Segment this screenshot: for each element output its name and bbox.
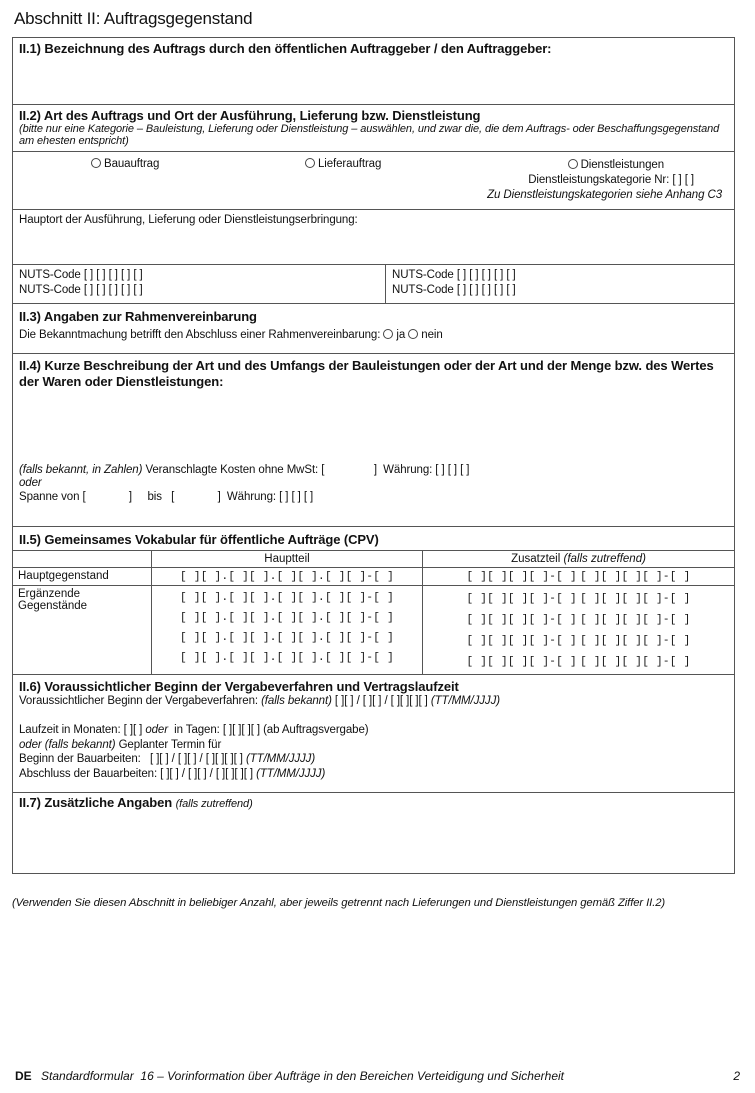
currency-field[interactable]: Währung: [ ] [ ] [ ] xyxy=(226,491,314,503)
cost-range xyxy=(13,490,734,505)
duration-days-field[interactable]: in Tagen: [ ][ ][ ][ ] (ab Auftragsvergabe) xyxy=(174,724,369,736)
radio-ja-icon[interactable] xyxy=(383,329,393,339)
or-label: oder xyxy=(19,477,42,489)
section-ii-5 xyxy=(13,527,734,675)
additional-info-field[interactable] xyxy=(13,810,734,865)
nuts-code-field[interactable]: NUTS-Code [ ] [ ] [ ] [ ] [ ] xyxy=(19,284,143,296)
option-dienstleistungen[interactable]: Dienstleistungen Dienstleistungskategorie Nr: [ ] [ ] Zu Dienstleistungskategorien siehe Anhang C3 xyxy=(487,159,722,201)
cpv-extra-code-field[interactable]: [ ][ ][ ][ ]-[ ] xyxy=(466,635,577,647)
cpv-extra-code-field[interactable]: [ ][ ][ ][ ]-[ ] xyxy=(580,614,691,626)
duration-months-field[interactable]: Laufzeit in Monaten: [ ][ ] xyxy=(19,724,143,736)
cpv-extra-code-field[interactable]: [ ][ ][ ][ ]-[ ] xyxy=(580,635,691,647)
cpv-table xyxy=(13,550,734,674)
section-ii-3 xyxy=(13,304,734,354)
main-place-field[interactable] xyxy=(13,209,734,264)
option-ja[interactable]: ja xyxy=(396,329,406,341)
cpv-main-code-field[interactable]: [ ][ ].[ ][ ].[ ][ ].[ ][ ]-[ ] xyxy=(180,632,394,644)
cpv-main-code-field[interactable]: [ ][ ].[ ][ ].[ ][ ].[ ][ ]-[ ] xyxy=(180,612,394,624)
nuts-code-field[interactable]: NUTS-Code [ ] [ ] [ ] [ ] [ ] xyxy=(392,284,516,296)
cpv-extra-code-field[interactable]: [ ][ ][ ][ ]-[ ] xyxy=(580,593,691,605)
section-ii-2-heading: II.2) Art des Auftrags und Ort der Ausführung, Lieferung bzw. Dienstleistung xyxy=(19,108,481,123)
cpv-main-code-field[interactable]: [ ][ ].[ ][ ].[ ][ ].[ ][ ]-[ ] xyxy=(180,652,394,664)
construction-end: Abschluss der Bauarbeiten: [ ][ ] / [ ][ ] / [ ][ ][ ][ ] (TT/MM/JJJJ) xyxy=(19,768,326,780)
cpv-main-code-field[interactable]: [ ][ ].[ ][ ].[ ][ ].[ ][ ]-[ ] xyxy=(180,592,394,604)
radio-nein-icon[interactable] xyxy=(408,329,418,339)
cpv-main-code-field[interactable]: [ ][ ].[ ][ ].[ ][ ].[ ][ ]-[ ] xyxy=(180,571,394,583)
procedure-start-date-field[interactable]: [ ][ ] / [ ][ ] / [ ][ ][ ][ ] xyxy=(334,695,428,707)
col-hauptteil: Hauptteil xyxy=(152,551,423,568)
section-ii-2 xyxy=(13,105,734,304)
section-ii-7 xyxy=(13,793,734,873)
cpv-extra-code-field[interactable]: [ ][ ][ ][ ]-[ ] xyxy=(466,593,577,605)
option-bauauftrag[interactable]: Bauauftrag xyxy=(91,158,159,170)
cpv-extra-code-field[interactable]: [ ][ ][ ][ ]-[ ] xyxy=(466,571,577,583)
nuts-code-field[interactable]: NUTS-Code [ ] [ ] [ ] [ ] [ ] xyxy=(19,269,143,281)
section-ii-1 xyxy=(13,38,734,105)
estimated-cost-field[interactable]: Veranschlagte Kosten ohne MwSt: [ ] xyxy=(145,464,377,476)
cpv-extra-code-field[interactable]: [ ][ ][ ][ ]-[ ] xyxy=(580,571,691,583)
section-ii-4-heading: II.4) Kurze Beschreibung der Art und des Umfangs der Bauleistungen oder der Art und der Menge bzw. des Wertes der Waren oder Dienstleistungen: xyxy=(19,358,714,389)
section-ii-4 xyxy=(13,354,734,527)
row-label: Hauptgegenstand xyxy=(13,568,152,586)
section-ii-2-hint: (bitte nur eine Kategorie – Bauleistung, Lieferung oder Dienstleistung – auswählen, und zwar die, die dem Auftrags- oder Beschaffungsgegenstand am ehesten entspricht) xyxy=(19,123,720,147)
table-row xyxy=(13,568,734,586)
radio-bauauftrag-icon[interactable] xyxy=(91,158,101,168)
main-place-label: Hauptort der Ausführung, Lieferung oder Dienstleistungserbringung: xyxy=(19,214,358,226)
section-ii-7-heading: II.7) Zusätzliche Angaben (falls zutreffend) xyxy=(19,795,253,810)
table-row xyxy=(13,586,734,675)
construction-end-field[interactable]: Abschluss der Bauarbeiten: [ ][ ] / [ ][ ] / [ ][ ][ ][ ] xyxy=(19,768,253,780)
language-code: DE xyxy=(15,1069,32,1083)
framework-agreement-question: Die Bekanntmachung betrifft den Abschluss einer Rahmenvereinbarung: ja nein xyxy=(19,329,443,341)
section-ii-6-heading: II.6) Voraussichtlicher Beginn der Vergabeverfahren und Vertragslaufzeit xyxy=(19,679,459,694)
page-number: 2 xyxy=(733,1069,740,1083)
cost-estimate: (falls bekannt, in Zahlen) Veranschlagte Kosten ohne MwSt: [ ] Währung: [ ] [ ] [ ] xyxy=(19,464,470,476)
procedure-start: Voraussichtlicher Beginn der Vergabeverfahren: (falls bekannt) [ ][ ] / [ ][ ] / [ ][ ][ ][ ] (TT/MM/JJJJ) xyxy=(19,695,500,707)
service-category-note: Zu Dienstleistungskategorien siehe Anhang C3 xyxy=(487,189,722,201)
radio-dienstleistungen-icon[interactable] xyxy=(568,159,578,169)
page-title: Abschnitt II: Auftragsgegenstand xyxy=(14,9,253,28)
duration: Laufzeit in Monaten: [ ][ ] oder in Tagen: [ ][ ][ ][ ] (ab Auftragsvergabe) xyxy=(19,724,369,736)
row-label: Ergänzende Gegenstände xyxy=(13,586,152,675)
section-ii-3-heading: II.3) Angaben zur Rahmenvereinbarung xyxy=(19,309,257,324)
cpv-extra-code-field[interactable]: [ ][ ][ ][ ]-[ ] xyxy=(466,614,577,626)
construction-begin-field[interactable]: Beginn der Bauarbeiten: [ ][ ] / [ ][ ] / [ ][ ][ ][ ] xyxy=(19,753,243,765)
service-category-field[interactable]: Dienstleistungskategorie Nr: [ ] [ ] xyxy=(528,174,694,186)
form-name: Standardformular 16 – Vorinformation über Aufträge in den Bereichen Verteidigung und Sicherheit xyxy=(41,1069,564,1083)
section-ii-1-heading: II.1) Bezeichnung des Auftrags durch den öffentlichen Auftraggeber / den Auftraggeber: xyxy=(19,41,552,56)
form-section-ii xyxy=(12,37,735,874)
range-from-field[interactable]: Spanne von [ ] xyxy=(19,491,133,503)
range-to-field[interactable]: bis [ ] xyxy=(147,491,221,503)
currency-field[interactable]: Währung: [ ] [ ] [ ] xyxy=(383,464,470,476)
contract-title-field[interactable] xyxy=(13,56,734,96)
usage-note: (Verwenden Sie diesen Abschnitt in beliebiger Anzahl, aber jeweils getrennt nach Lieferungen und Dienstleistungen gemäß Ziffer II.2) xyxy=(12,897,666,909)
planned-date-label: oder (falls bekannt) Geplanter Termin für xyxy=(19,739,222,751)
option-lieferauftrag[interactable]: Lieferauftrag xyxy=(305,158,381,170)
page-footer xyxy=(15,1069,740,1083)
section-ii-5-heading: II.5) Gemeinsames Vokabular für öffentliche Aufträge (CPV) xyxy=(19,532,379,547)
option-nein[interactable]: nein xyxy=(421,329,443,341)
radio-lieferauftrag-icon[interactable] xyxy=(305,158,315,168)
col-zusatzteil: Zusatzteil (falls zutreffend) xyxy=(423,551,735,568)
construction-begin: Beginn der Bauarbeiten: [ ][ ] / [ ][ ] / [ ][ ][ ][ ] (TT/MM/JJJJ) xyxy=(19,753,316,765)
contract-type-options xyxy=(13,151,734,209)
description-field[interactable] xyxy=(13,390,734,464)
nuts-code-field[interactable]: NUTS-Code [ ] [ ] [ ] [ ] [ ] xyxy=(392,269,516,281)
cpv-extra-code-field[interactable]: [ ][ ][ ][ ]-[ ] xyxy=(580,656,691,668)
section-ii-6 xyxy=(13,675,734,793)
cpv-extra-code-field[interactable]: [ ][ ][ ][ ]-[ ] xyxy=(466,656,577,668)
nuts-codes xyxy=(13,264,734,303)
